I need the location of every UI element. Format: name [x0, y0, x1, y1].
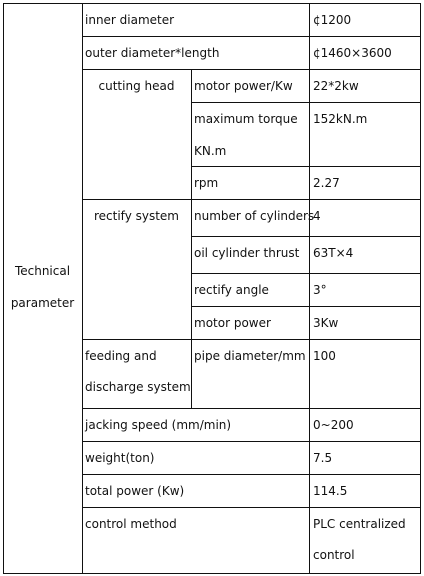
- number-of-cylinders-label: number of cylinders: [194, 209, 315, 223]
- rectify-motor-power-value: 3Kw: [313, 316, 339, 330]
- pipe-diameter-label: pipe diameter/mm: [194, 349, 306, 363]
- oil-cylinder-thrust-label: oil cylinder thrust: [194, 246, 300, 260]
- row-divider: [191, 102, 421, 103]
- weight-label: weight(ton): [85, 451, 155, 465]
- jacking-speed-label: jacking speed (mm/min): [85, 418, 232, 432]
- row-divider: [82, 474, 421, 475]
- weight-value: 7.5: [313, 451, 333, 465]
- maximum-torque-label-line2: KN.m: [194, 144, 227, 158]
- inner-diameter-label: inner diameter: [85, 13, 175, 27]
- row-divider: [191, 306, 421, 307]
- total-power-value: 114.5: [313, 484, 348, 498]
- control-method-label: control method: [85, 517, 177, 531]
- jacking-speed-value: 0~200: [313, 418, 354, 432]
- row-divider: [191, 273, 421, 274]
- group-label-line2: parameter: [10, 296, 75, 310]
- rpm-label: rpm: [194, 176, 219, 190]
- maximum-torque-value: 152kN.m: [313, 112, 368, 126]
- table-border-left: [3, 3, 4, 574]
- rectify-motor-power-label: motor power: [194, 316, 271, 330]
- row-divider: [191, 166, 421, 167]
- feeding-discharge-label-line2: discharge system: [85, 380, 191, 394]
- cutting-head-label: cutting head: [98, 79, 175, 93]
- row-divider: [82, 36, 421, 37]
- maximum-torque-label-line1: maximum torque: [194, 112, 298, 126]
- outer-diameter-length-label: outer diameter*length: [85, 46, 220, 60]
- rpm-value: 2.27: [313, 176, 340, 190]
- group-label-line1: Technical: [14, 264, 71, 278]
- row-divider: [82, 339, 421, 340]
- rectify-system-label: rectify system: [93, 209, 179, 223]
- cutting-head-motor-power-value: 22*2kw: [313, 79, 359, 93]
- cutting-head-motor-power-label: motor power/Kw: [194, 79, 293, 93]
- row-divider: [82, 69, 421, 70]
- row-divider: [82, 507, 421, 508]
- feeding-discharge-label-line1: feeding and: [85, 349, 157, 363]
- rectify-angle-label: rectify angle: [194, 283, 269, 297]
- row-divider: [82, 441, 421, 442]
- row-divider: [82, 199, 421, 200]
- row-divider: [191, 236, 421, 237]
- table-border-right: [420, 3, 421, 574]
- column-divider-3: [309, 3, 310, 574]
- control-method-value-line2: control: [313, 548, 355, 562]
- pipe-diameter-value: 100: [313, 349, 336, 363]
- table-border-bottom: [3, 573, 421, 574]
- oil-cylinder-thrust-value: 63T×4: [313, 246, 354, 260]
- column-divider-2: [191, 69, 192, 408]
- rectify-angle-value: 3°: [313, 283, 327, 297]
- table-border-top: [3, 3, 421, 4]
- row-divider: [82, 408, 421, 409]
- outer-diameter-length-value: ¢1460×3600: [313, 46, 392, 60]
- number-of-cylinders-value: 4: [313, 209, 321, 223]
- total-power-label: total power (Kw): [85, 484, 185, 498]
- control-method-value-line1: PLC centralized: [313, 517, 406, 531]
- inner-diameter-value: ¢1200: [313, 13, 352, 27]
